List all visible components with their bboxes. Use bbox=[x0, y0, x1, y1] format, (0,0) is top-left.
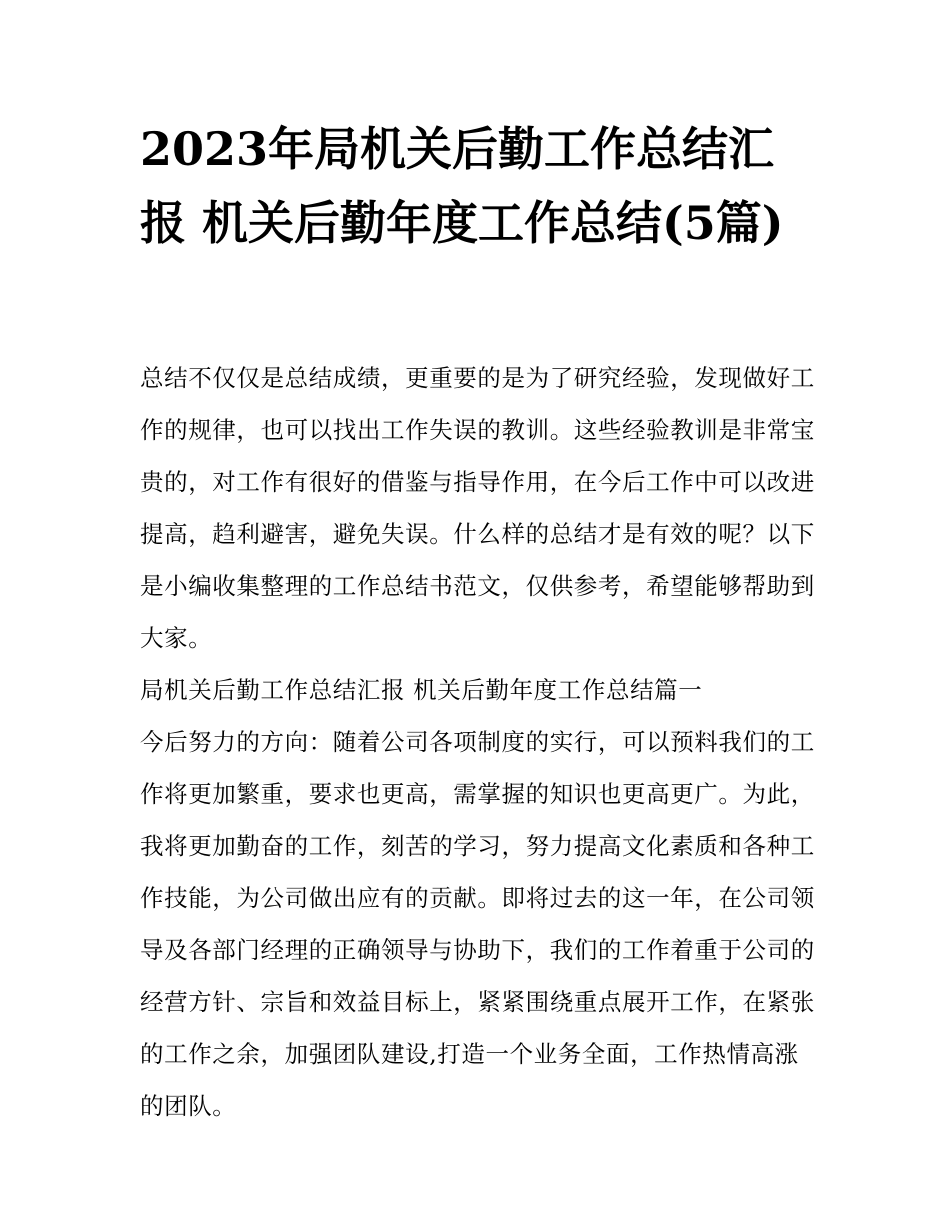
intro-paragraph: 总结不仅仅是总结成绩，更重要的是为了研究经验，发现做好工作的规律，也可以找出工作失误的教训。这些经验教训是非常宝贵的，对工作有很好的借鉴与指导作用，在今后工作中可以改进提高，趋利避害，避免失误。什么样的总结才是有效的呢？以下是小编收集整理的工作总结书范文，仅供参考，希望能够帮助到大家。 bbox=[140, 364, 815, 652]
section-heading: 局机关后勤工作总结汇报 机关后勤年度工作总结篇一 bbox=[140, 676, 703, 704]
document-body bbox=[140, 352, 820, 1132]
document-title: 2023年局机关后勤工作总结汇报 机关后勤年度工作总结(5篇) bbox=[140, 122, 784, 250]
section-paragraph: 今后努力的方向：随着公司各项制度的实行，可以预料我们的工作将更加繁重，要求也更高，需掌握的知识也更高更广。为此，我将更加勤奋的工作，刻苦的学习，努力提高文化素质和各种工作技能，为公司做出应有的贡献。即将过去的这一年，在公司领导及各部门经理的正确领导与协助下，我们的工作着重于公司的经营方针、宗旨和效益目标上，紧紧围绕重点展开工作，在紧张的工作之余，加强团队建设,打造一个业务全面，工作热情高涨的团队。 bbox=[140, 728, 815, 1120]
